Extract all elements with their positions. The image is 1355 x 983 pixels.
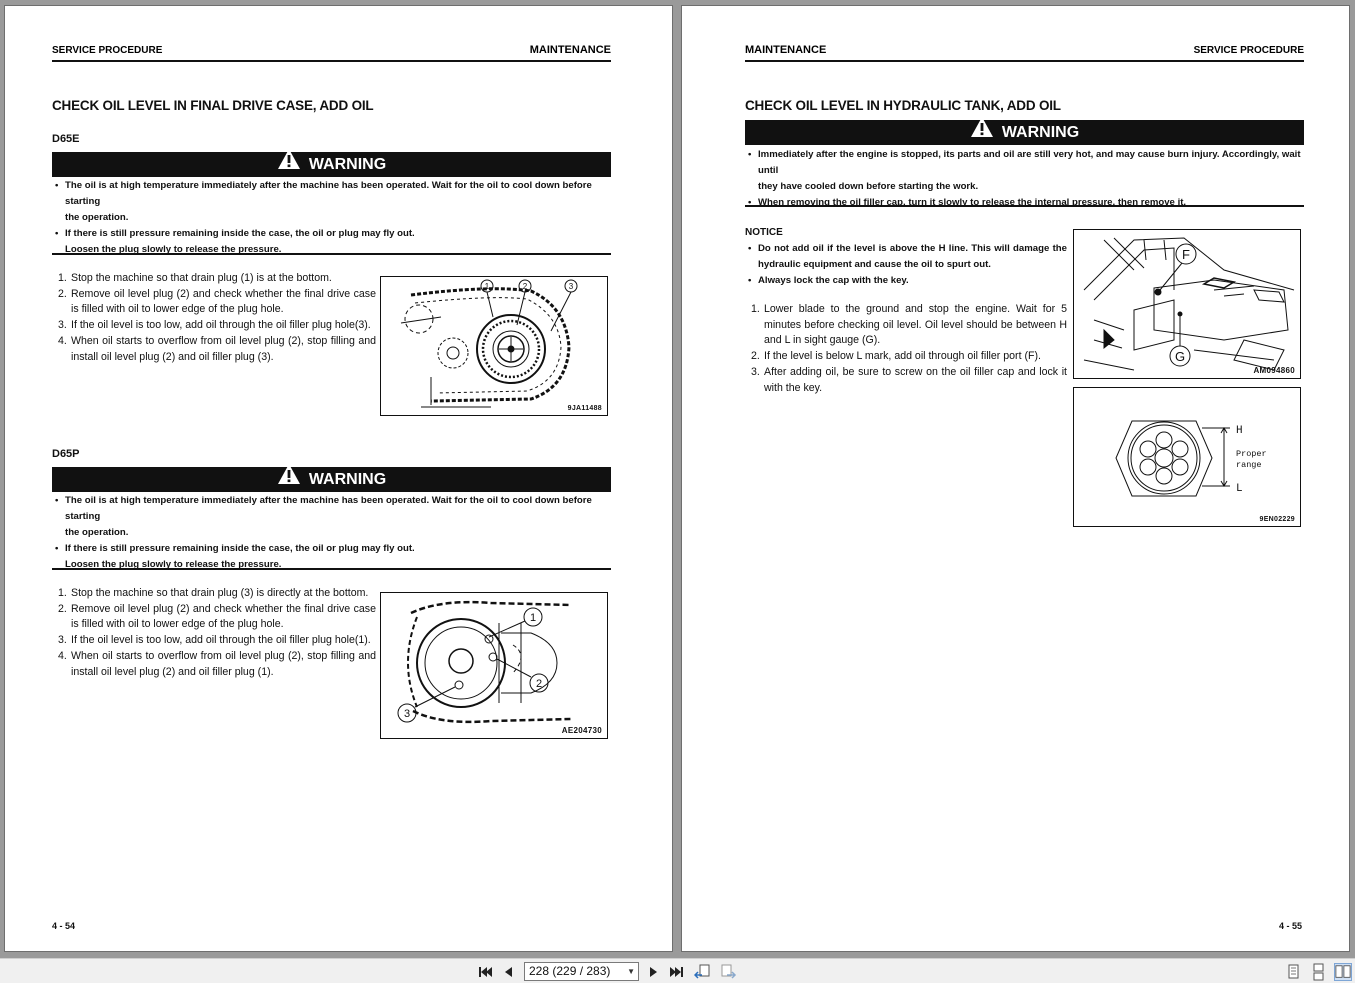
page-number-select[interactable] [524, 962, 639, 981]
step: 2. If the level is below L mark, add oil through oil filler port (F). [751, 350, 1041, 363]
warning-item-cont: Loosen the plug slowly to release the pressure. [65, 559, 282, 570]
warning-item: • If there is still pressure remaining inside the case, the oil or plug may fly out. [52, 541, 611, 557]
callout: 1 [484, 282, 490, 291]
notice-text [745, 241, 1067, 289]
single-page-icon [1284, 963, 1302, 981]
callout: 1 [529, 612, 537, 624]
page-number-value: 228 (229 / 283) [529, 964, 611, 978]
last-page-icon [668, 963, 686, 981]
figure-final-drive-d65p [380, 592, 608, 739]
gauge-low-label: L [1236, 483, 1243, 495]
viewer-toolbar [0, 958, 1355, 983]
model-label: D65E [52, 133, 80, 145]
go-back-view-button[interactable] [694, 963, 712, 981]
two-page-icon [1335, 964, 1351, 980]
last-page-button[interactable] [668, 963, 686, 981]
page-number: 4 - 55 [1278, 921, 1302, 931]
figure-code: 9EN02229 [1259, 516, 1295, 523]
warning-item: • The oil is at high temperature immediately after the machine has been operated. Wait for the oil to cool down before starting [52, 178, 611, 210]
continuous-view-button[interactable] [1309, 963, 1327, 981]
section-title: CHECK OIL LEVEL IN FINAL DRIVE CASE, ADD OIL [52, 98, 374, 113]
first-page-icon [476, 963, 494, 981]
chevron-down-icon: ▼ [627, 967, 635, 976]
warning-banner [52, 152, 611, 177]
warning-triangle-icon [970, 116, 994, 146]
next-page-button[interactable] [644, 963, 662, 981]
warning-item-cont: the operation. [65, 527, 129, 538]
page-left [4, 5, 673, 952]
warning-label: WARNING [308, 156, 387, 174]
notice-item: • Always lock the cap with the key. [745, 273, 1067, 289]
go-forward-view-button[interactable] [719, 963, 737, 981]
warning-banner [745, 120, 1304, 145]
warning-item: • The oil is at high temperature immediately after the machine has been operated. Wait for the oil to cool down before starting [52, 493, 611, 525]
step: 2. Remove oil level plug (2) and check whether the final drive case is filled with oil to lower edge of the plug hole. [58, 287, 376, 316]
procedure-steps [52, 586, 376, 680]
running-header [745, 42, 1304, 62]
callout: 3 [568, 282, 574, 291]
step: 1. Stop the machine so that drain plug (1) is at the bottom. [58, 272, 332, 284]
figure-sight-gauge [1073, 387, 1301, 527]
next-page-icon [644, 963, 662, 981]
callout: 2 [522, 282, 528, 291]
warning-text [52, 178, 611, 258]
first-page-button[interactable] [476, 963, 494, 981]
figure-final-drive-d65e [380, 276, 608, 416]
model-label: D65P [52, 448, 80, 460]
callout: F [1182, 247, 1190, 262]
warning-banner [52, 467, 611, 492]
gauge-high-label: H [1236, 425, 1243, 437]
step: 3. After adding oil, be sure to screw on the oil filler cap and lock it with the key. [751, 365, 1067, 394]
header-left: MAINTENANCE [745, 44, 827, 56]
go-forward-view-icon [719, 963, 737, 981]
step: 1. Stop the machine so that drain plug (3) is directly at the bottom. [58, 587, 369, 599]
go-back-view-icon [694, 963, 712, 981]
warning-label: WARNING [1001, 124, 1080, 142]
step: 4. When oil starts to overflow from oil level plug (2), stop filling and install oil level plug (2) and oil filler plug (1). [58, 649, 376, 678]
divider [52, 253, 611, 255]
step: 3. If the oil level is too low, add oil through the oil filler plug hole(1). [58, 634, 371, 647]
warning-text [745, 147, 1304, 211]
callout: G [1174, 349, 1186, 364]
prev-page-button[interactable] [500, 963, 518, 981]
two-page-view-button[interactable] [1334, 963, 1352, 981]
page-right [681, 5, 1350, 952]
warning-label: WARNING [308, 471, 387, 489]
step: 4. When oil starts to overflow from oil level plug (2), stop filling and install oil level plug (2) and oil filler plug (3). [58, 334, 376, 363]
procedure-steps [52, 271, 376, 365]
step: 2. Remove oil level plug (2) and check whether the final drive case is filled with oil to lower edge of the plug hole. [58, 602, 376, 631]
header-right: MAINTENANCE [529, 44, 611, 56]
step: 1. Lower blade to the ground and stop the engine. Wait for 5 minutes before checking oil level. Oil level should be between H and L in sight gauge (G). [751, 303, 1067, 347]
gauge-range-label: range [1236, 460, 1262, 470]
warning-item-cont: Loosen the plug slowly to release the pressure. [65, 244, 282, 255]
warning-item: • Immediately after the engine is stopped, its parts and oil are still very hot, and may cause burn injury. Accordingly, wait until [745, 147, 1304, 179]
section-title: CHECK OIL LEVEL IN HYDRAULIC TANK, ADD OIL [745, 98, 1061, 113]
procedure-steps [745, 302, 1067, 396]
figure-code: 9JA11488 [567, 405, 602, 412]
prev-page-icon [500, 963, 518, 981]
warning-item-cont: they have cooled down before starting the work. [758, 181, 979, 192]
single-page-view-button[interactable] [1284, 963, 1302, 981]
figure-code: AE204730 [561, 726, 602, 735]
step: 3. If the oil level is too low, add oil through the oil filler plug hole(3). [58, 319, 371, 332]
warning-item-cont: the operation. [65, 212, 129, 223]
callout: 2 [535, 678, 543, 690]
figure-hydraulic-tank [1073, 229, 1301, 379]
gauge-proper-label: Proper [1236, 449, 1267, 459]
warning-item: • If there is still pressure remaining inside the case, the oil or plug may fly out. [52, 226, 611, 242]
warning-triangle-icon [277, 463, 301, 493]
header-right: SERVICE PROCEDURE [1193, 45, 1304, 56]
notice-title: NOTICE [745, 227, 783, 238]
continuous-page-icon [1309, 963, 1327, 981]
callout: 3 [403, 708, 411, 720]
figure-code: AM094860 [1253, 366, 1295, 375]
header-left: SERVICE PROCEDURE [52, 45, 163, 56]
warning-text [52, 493, 611, 573]
divider [745, 205, 1304, 207]
running-header [52, 42, 611, 62]
warning-triangle-icon [277, 148, 301, 178]
page-number: 4 - 54 [52, 921, 76, 931]
divider [52, 568, 611, 570]
warning-item: • When removing the oil filler cap, turn it slowly to release the internal pressure, then remove it. [745, 195, 1304, 211]
notice-item: • Do not add oil if the level is above the H line. This will damage the hydraulic equipment and cause the oil to spurt out. [745, 241, 1067, 273]
